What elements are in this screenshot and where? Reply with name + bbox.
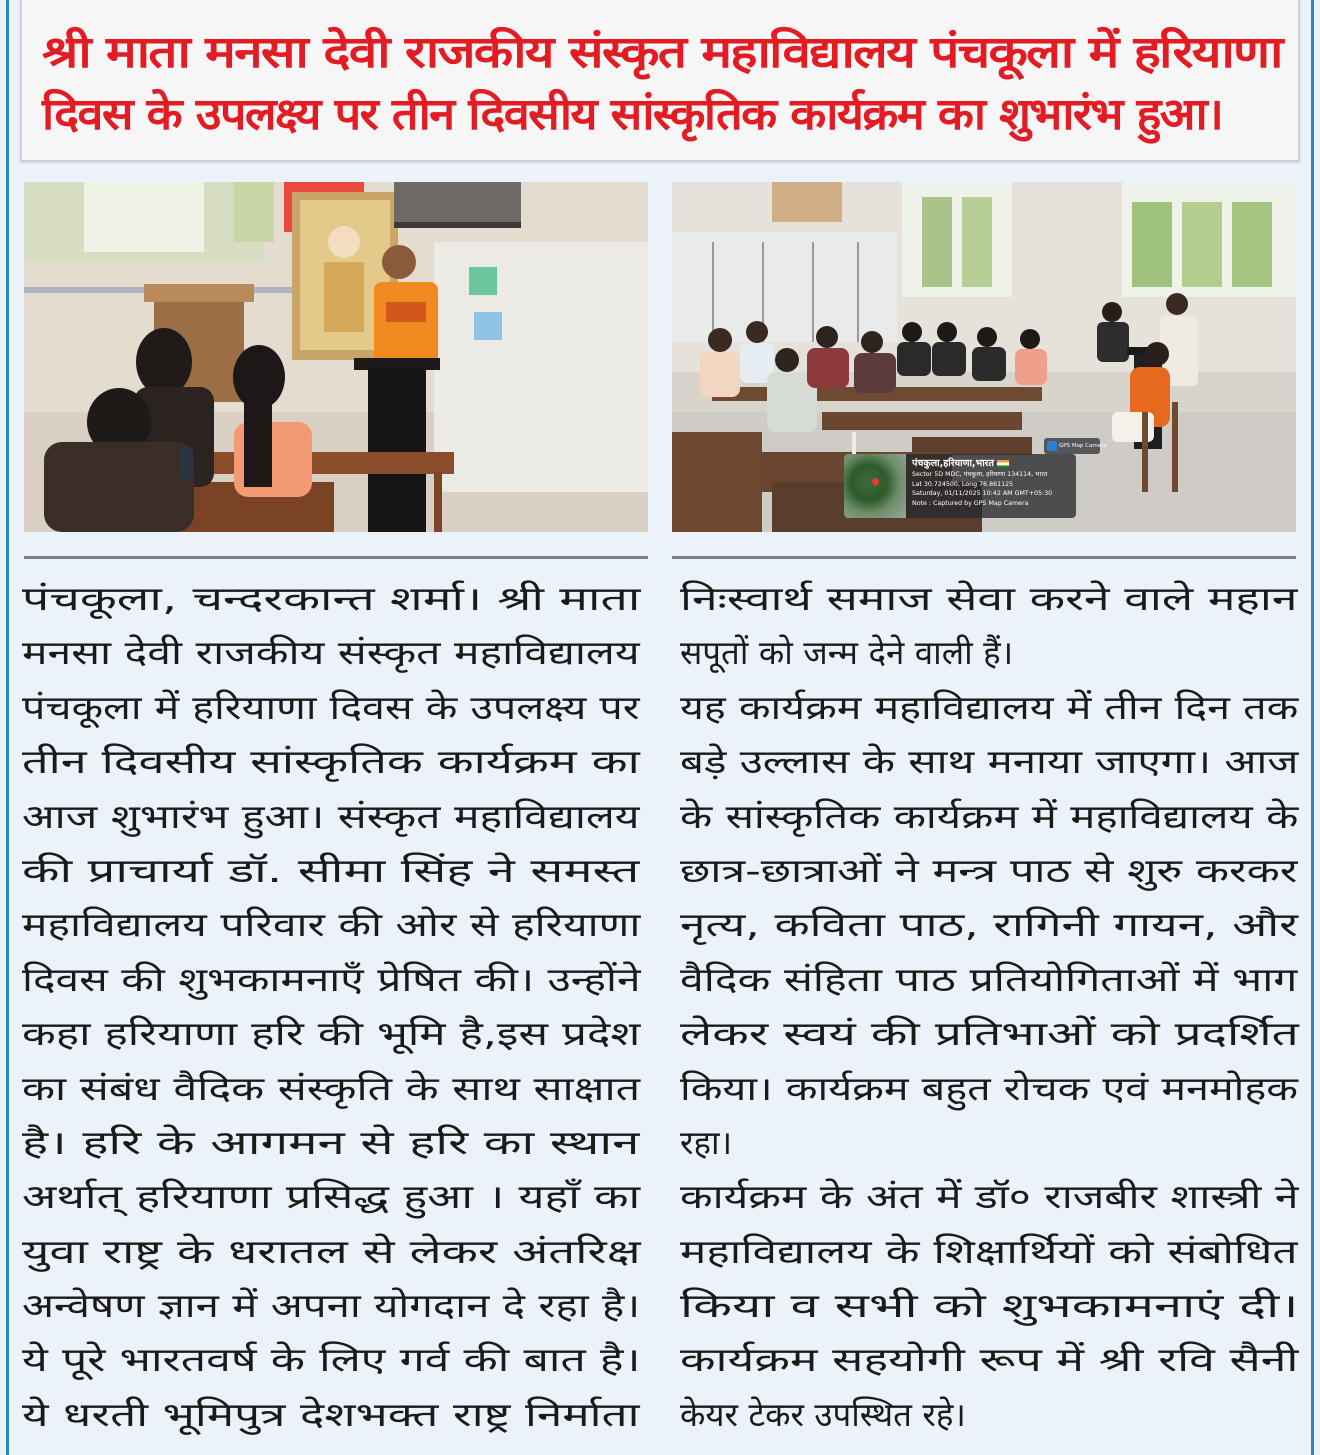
headline-box bbox=[20, 0, 1300, 162]
article-line: कहा हरियाणा हरि की भूमि है,इस प्रदेश bbox=[22, 1014, 641, 1054]
gps-location-overlay bbox=[844, 454, 1076, 518]
article-line: मनसा देवी राजकीय संस्कृत महाविद्यालय bbox=[22, 633, 640, 673]
article-line: नृत्य, कविता पाठ, रागिनी गायन, और bbox=[680, 905, 1298, 945]
gps-coordinates: Lat 30.724500, Long 76.861125 bbox=[912, 480, 1014, 488]
article-line: के सांस्कृतिक कार्यक्रम में महाविद्यालय के bbox=[680, 796, 1299, 836]
article-line: है। हरि के आगमन से हरि का स्थान bbox=[22, 1122, 640, 1162]
gps-camera-badge bbox=[1044, 438, 1107, 454]
article-column-left bbox=[22, 572, 640, 1442]
article-line: दिवस की शुभकामनाएँ प्रेषित की। उन्होंने bbox=[22, 959, 641, 999]
article-line: तीन दिवसीय सांस्कृतिक कार्यक्रम का bbox=[22, 742, 640, 782]
headline-line-1: श्री माता मनसा देवी राजकीय संस्कृत महाविद्यालय पंचकूला में हरियाणा bbox=[42, 27, 1282, 78]
article-line: वैदिक संहिता पाठ प्रतियोगिताओं में भाग bbox=[680, 959, 1298, 999]
article-line: निःस्वार्थ समाज सेवा करने वाले महान bbox=[680, 579, 1298, 618]
column-divider-right bbox=[672, 556, 1296, 559]
article-line: ये धरती भूमिपुत्र देशभक्त राष्ट्र निर्माता bbox=[22, 1394, 640, 1434]
photo-classroom-students bbox=[672, 182, 1296, 532]
gps-note: Note : Captured by GPS Map Camera bbox=[912, 499, 1029, 507]
gps-location-title: पंचकुला,हरियाणा,भारत bbox=[912, 457, 1070, 470]
article-line: पंचकूला में हरियाणा दिवस के उपलक्ष्य पर bbox=[22, 687, 640, 727]
article-line: महाविद्यालय परिवार की ओर से हरियाणा bbox=[22, 905, 641, 945]
article-line: लेकर स्वयं की प्रतिभाओं को प्रदर्शित bbox=[680, 1014, 1299, 1054]
article-line: केयर टेकर उपस्थित रहे। bbox=[680, 1394, 966, 1434]
article-line: कार्यक्रम सहयोगी रूप में श्री रवि सैनी bbox=[680, 1340, 1299, 1380]
article-line: रहा। bbox=[680, 1122, 733, 1162]
article-line: कार्यक्रम के अंत में डॉ० राजबीर शास्त्री ने bbox=[680, 1177, 1299, 1217]
article-line: का संबंध वैदिक संस्कृति के साथ साक्षात bbox=[22, 1068, 641, 1108]
article-line: यह कार्यक्रम महाविद्यालय में तीन दिन तक bbox=[680, 687, 1299, 727]
india-flag-icon bbox=[997, 460, 1009, 468]
article-line: किया। कार्यक्रम बहुत रोचक एवं मनमोहक bbox=[680, 1068, 1298, 1108]
gps-datetime: Saturday, 01/11/2025 10:42 AM GMT+05:30 bbox=[912, 490, 1053, 497]
article-line: सपूतों को जन्म देने वाली हैं। bbox=[680, 633, 1014, 673]
frame-border-left bbox=[6, 0, 9, 1455]
headline-line-2: दिवस के उपलक्ष्य पर तीन दिवसीय सांस्कृतिक कार्यक्रम का शुभारंभ हुआ। bbox=[42, 89, 1223, 140]
gps-badge-label: GPS Map Camera bbox=[1059, 443, 1107, 449]
article-line: ये पूरे भारतवर्ष के लिए गर्व की बात है। bbox=[22, 1340, 641, 1380]
article-line: अर्थात् हरियाणा प्रसिद्ध हुआ । यहाँ का bbox=[22, 1177, 641, 1217]
map-pin-icon bbox=[871, 477, 881, 487]
article-line: महाविद्यालय के शिक्षार्थियों को संबोधित bbox=[680, 1231, 1298, 1271]
article-line: युवा राष्ट्र के धरातल से लेकर अंतरिक्ष bbox=[22, 1231, 641, 1271]
article-line: किया व सभी को शुभकामनाएं दी। bbox=[680, 1286, 1299, 1326]
classroom-photo-left bbox=[24, 182, 648, 532]
gps-address: Sector 5D MDC, पंचकुला, हरियाणा 134114, भारत bbox=[912, 471, 1048, 478]
article-line: अन्वेषण ज्ञान में अपना योगदान दे रहा है। bbox=[22, 1286, 641, 1326]
photo-speaker-at-lectern bbox=[24, 182, 648, 532]
satellite-map-thumbnail bbox=[844, 454, 906, 518]
article-line: पंचकूला, चन्दरकान्त शर्मा। श्री माता bbox=[22, 579, 641, 618]
column-divider-left bbox=[24, 556, 648, 559]
article-line: बड़े उल्लास के साथ मनाया जाएगा। आज bbox=[680, 742, 1299, 782]
article-line: आज शुभारंभ हुआ। संस्कृत महाविद्यालय bbox=[22, 796, 640, 836]
article-column-right bbox=[680, 572, 1298, 1442]
article-line: छात्र-छात्राओं ने मन्त्र पाठ से शुरु करकर bbox=[680, 850, 1298, 890]
article-line: की प्राचार्या डॉ. सीमा सिंह ने समस्त bbox=[22, 850, 640, 890]
gps-camera-icon bbox=[1047, 441, 1057, 451]
